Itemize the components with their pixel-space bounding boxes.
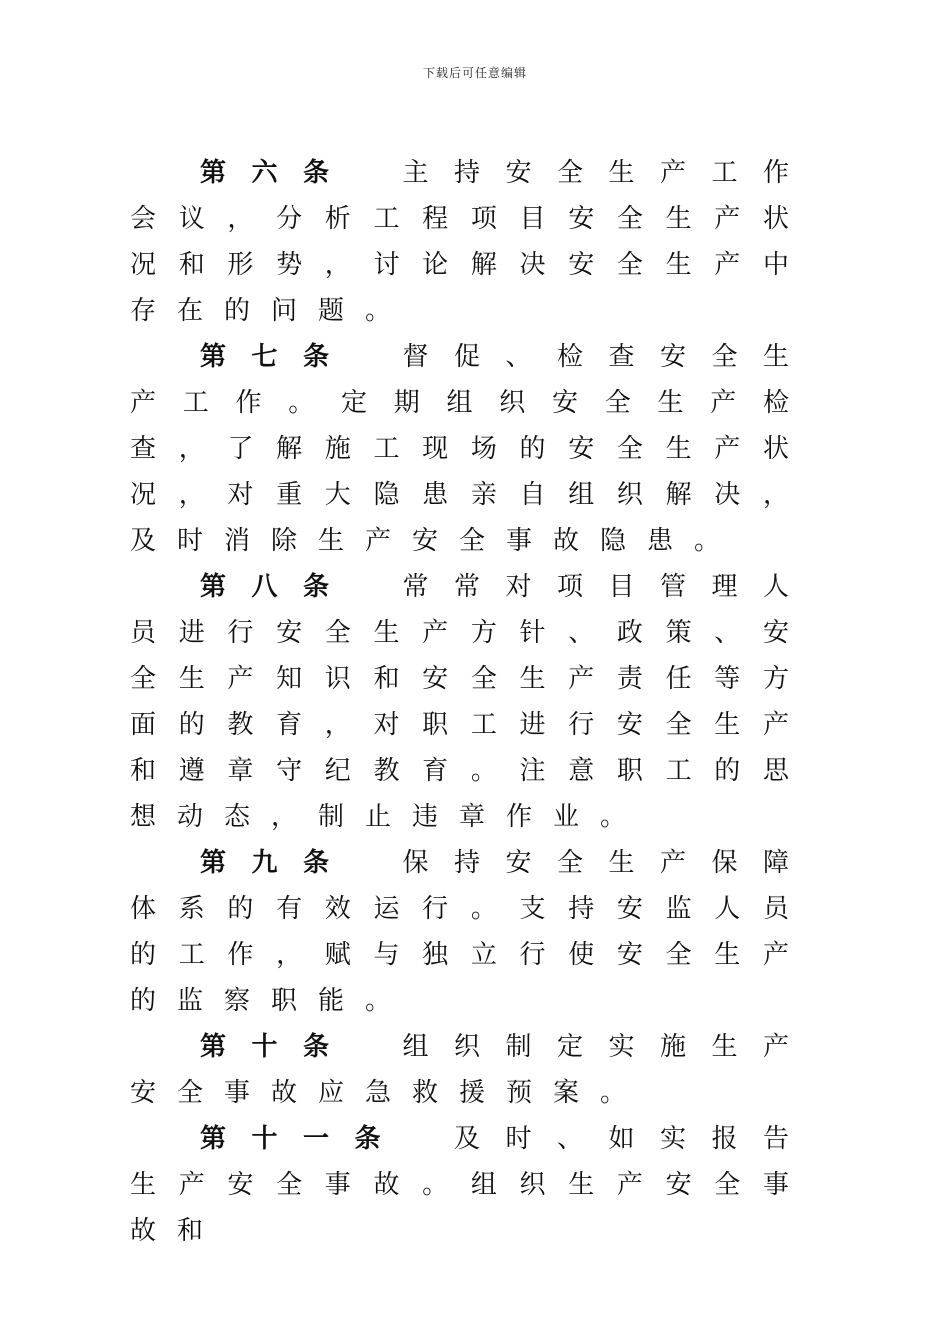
article-text: 督促、检查安全生产工作。定期组织安全生产检查，了解施工现场的安全生产状况，对重大隐患亲自组织解决，及时消除生产安全事故隐患。 (130, 342, 810, 556)
document-body (130, 150, 810, 1254)
article-number: 第六条 (200, 158, 355, 188)
page-header: 下载后可任意编辑 (422, 66, 527, 80)
article-text: 主持安全生产工作会议，分析工程项目安全生产状况和形势，讨论解决安全生产中存在的问题。 (130, 158, 810, 326)
article-8 (130, 564, 810, 840)
article-11 (130, 1116, 810, 1254)
article-6 (130, 150, 810, 334)
article-number: 第九条 (200, 848, 355, 878)
article-text: 及时、如实报告生产安全事故。组织生产安全事故和 (130, 1124, 810, 1246)
article-10 (130, 1024, 810, 1116)
article-number: 第八条 (200, 572, 355, 602)
article-number: 第十一条 (200, 1124, 406, 1154)
article-9 (130, 840, 810, 1024)
article-text: 常常对项目管理人员进行安全生产方针、政策、安全生产知识和安全生产责任等方面的教育，对职工进行安全生产和遵章守纪教育。注意职工的思想动态，制止违章作业。 (130, 572, 810, 832)
article-number: 第七条 (200, 342, 355, 372)
article-text: 保持安全生产保障体系的有效运行。支持安监人员的工作，赋与独立行使安全生产的监察职能。 (130, 848, 810, 1016)
article-7 (130, 334, 810, 564)
article-text: 组织制定实施生产安全事故应急救援预案。 (130, 1032, 810, 1108)
article-number: 第十条 (200, 1032, 355, 1062)
